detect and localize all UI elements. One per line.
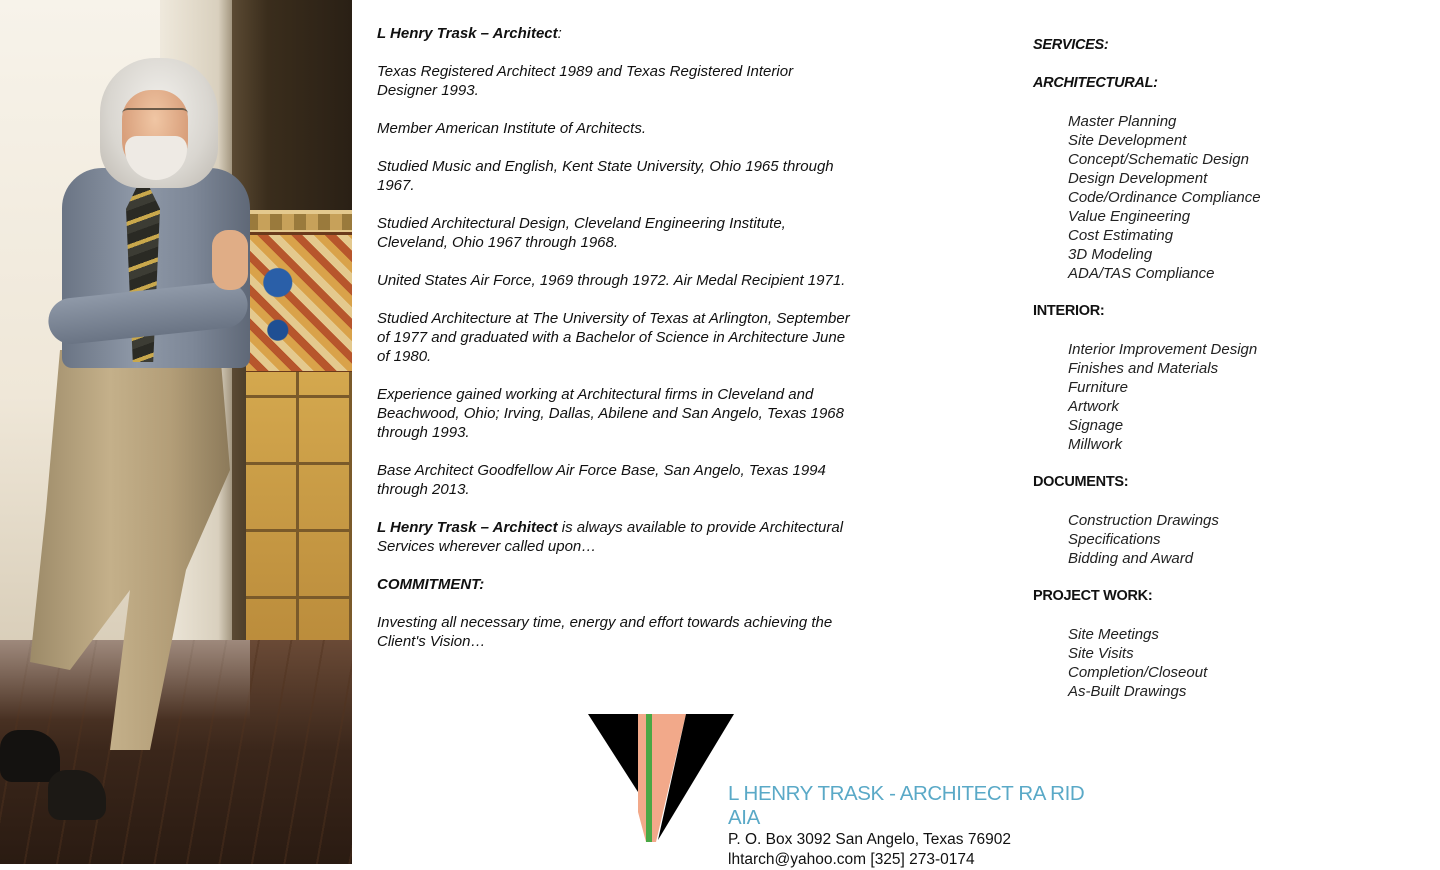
bio-paragraph: United States Air Force, 1969 through 1972. Air Medal Recipient 1971. (377, 272, 846, 289)
service-item: Site Visits (1068, 645, 1134, 662)
firm-contact: lhtarch@yahoo.com [325] 273-0174 (728, 851, 975, 868)
logo-salmon-stripe-left (638, 714, 646, 842)
commitment-heading: COMMITMENT: (377, 576, 485, 593)
figure-hand (212, 230, 248, 290)
interior-items (1068, 340, 1413, 454)
bio-title-name: L Henry Trask – Architect (377, 25, 558, 42)
service-item: Master Planning (1068, 113, 1177, 130)
services-heading: SERVICES: (1033, 37, 1109, 53)
project-work-items (1068, 625, 1413, 701)
project-work-heading: PROJECT WORK: (1033, 588, 1153, 604)
service-item: Design Development (1068, 170, 1208, 187)
bio-title-suffix: : (557, 25, 562, 42)
figure-shoe-left (0, 730, 60, 782)
bio-title (377, 24, 852, 43)
architect-figure (0, 0, 352, 864)
bio-availability-text: is always available to provide Architectural Services wherever called upon… (377, 519, 844, 555)
services-list (1033, 36, 1413, 720)
figure-glasses (122, 108, 188, 128)
portrait-photo (0, 0, 352, 864)
service-item: Completion/Closeout (1068, 664, 1208, 681)
bio-paragraph: Member American Institute of Architects. (377, 120, 646, 137)
service-item: Concept/Schematic Design (1068, 151, 1249, 168)
figure-pants (30, 350, 230, 750)
bio-paragraph: Texas Registered Architect 1989 and Texas Registered Interior Designer 1993. (377, 63, 794, 99)
bio-paragraph: Experience gained working at Architectural firms in Cleveland and Beachwood, Ohio; Irving, Dallas, Abilene and San Angelo, Texas 1968 through 1993. (377, 386, 844, 441)
service-item: Cost Estimating (1068, 227, 1174, 244)
firm-logo-icon (586, 712, 736, 842)
service-item: Signage (1068, 417, 1124, 434)
logo-left-triangle (588, 714, 638, 792)
bio-availability (377, 518, 852, 556)
bio-availability-name: L Henry Trask – Architect (377, 519, 558, 536)
firm-name: L HENRY TRASK - ARCHITECT RA RID AIA (728, 782, 1085, 829)
service-item: Artwork (1068, 398, 1119, 415)
service-item: Construction Drawings (1068, 512, 1219, 529)
logo-green-stripe (646, 714, 652, 842)
service-item: Bidding and Award (1068, 550, 1194, 567)
service-item: Interior Improvement Design (1068, 341, 1258, 358)
bio-paragraph: Studied Architectural Design, Cleveland Engineering Institute, Cleveland, Ohio 1967 through 1968. (377, 215, 786, 251)
service-item: Site Meetings (1068, 626, 1159, 643)
interior-heading: INTERIOR: (1033, 303, 1105, 319)
firm-address: P. O. Box 3092 San Angelo, Texas 76902 (728, 831, 1011, 848)
biography (377, 24, 852, 670)
service-item: 3D Modeling (1068, 246, 1153, 263)
service-item: ADA/TAS Compliance (1068, 265, 1215, 282)
figure-shoe-right (48, 770, 106, 820)
service-item: As-Built Drawings (1068, 683, 1187, 700)
service-item: Value Engineering (1068, 208, 1191, 225)
service-item: Specifications (1068, 531, 1161, 548)
service-item: Site Development (1068, 132, 1187, 149)
bio-paragraph: Studied Architecture at The University of Texas at Arlington, September of 1977 and graduated with a Bachelor of Science in Architecture June of 1980. (377, 310, 850, 365)
architectural-heading: ARCHITECTURAL: (1033, 75, 1158, 91)
service-item: Code/Ordinance Compliance (1068, 189, 1261, 206)
commitment-text: Investing all necessary time, energy and effort towards achieving the Client's Vision… (377, 614, 833, 650)
service-item: Millwork (1068, 436, 1123, 453)
architectural-items (1068, 112, 1413, 283)
firm-info (728, 782, 1108, 870)
bio-paragraph: Base Architect Goodfellow Air Force Base, San Angelo, Texas 1994 through 2013. (377, 462, 826, 498)
bio-paragraph: Studied Music and English, Kent State University, Ohio 1965 through 1967. (377, 158, 834, 194)
documents-items (1068, 511, 1413, 568)
documents-heading: DOCUMENTS: (1033, 474, 1129, 490)
service-item: Finishes and Materials (1068, 360, 1219, 377)
service-item: Furniture (1068, 379, 1129, 396)
